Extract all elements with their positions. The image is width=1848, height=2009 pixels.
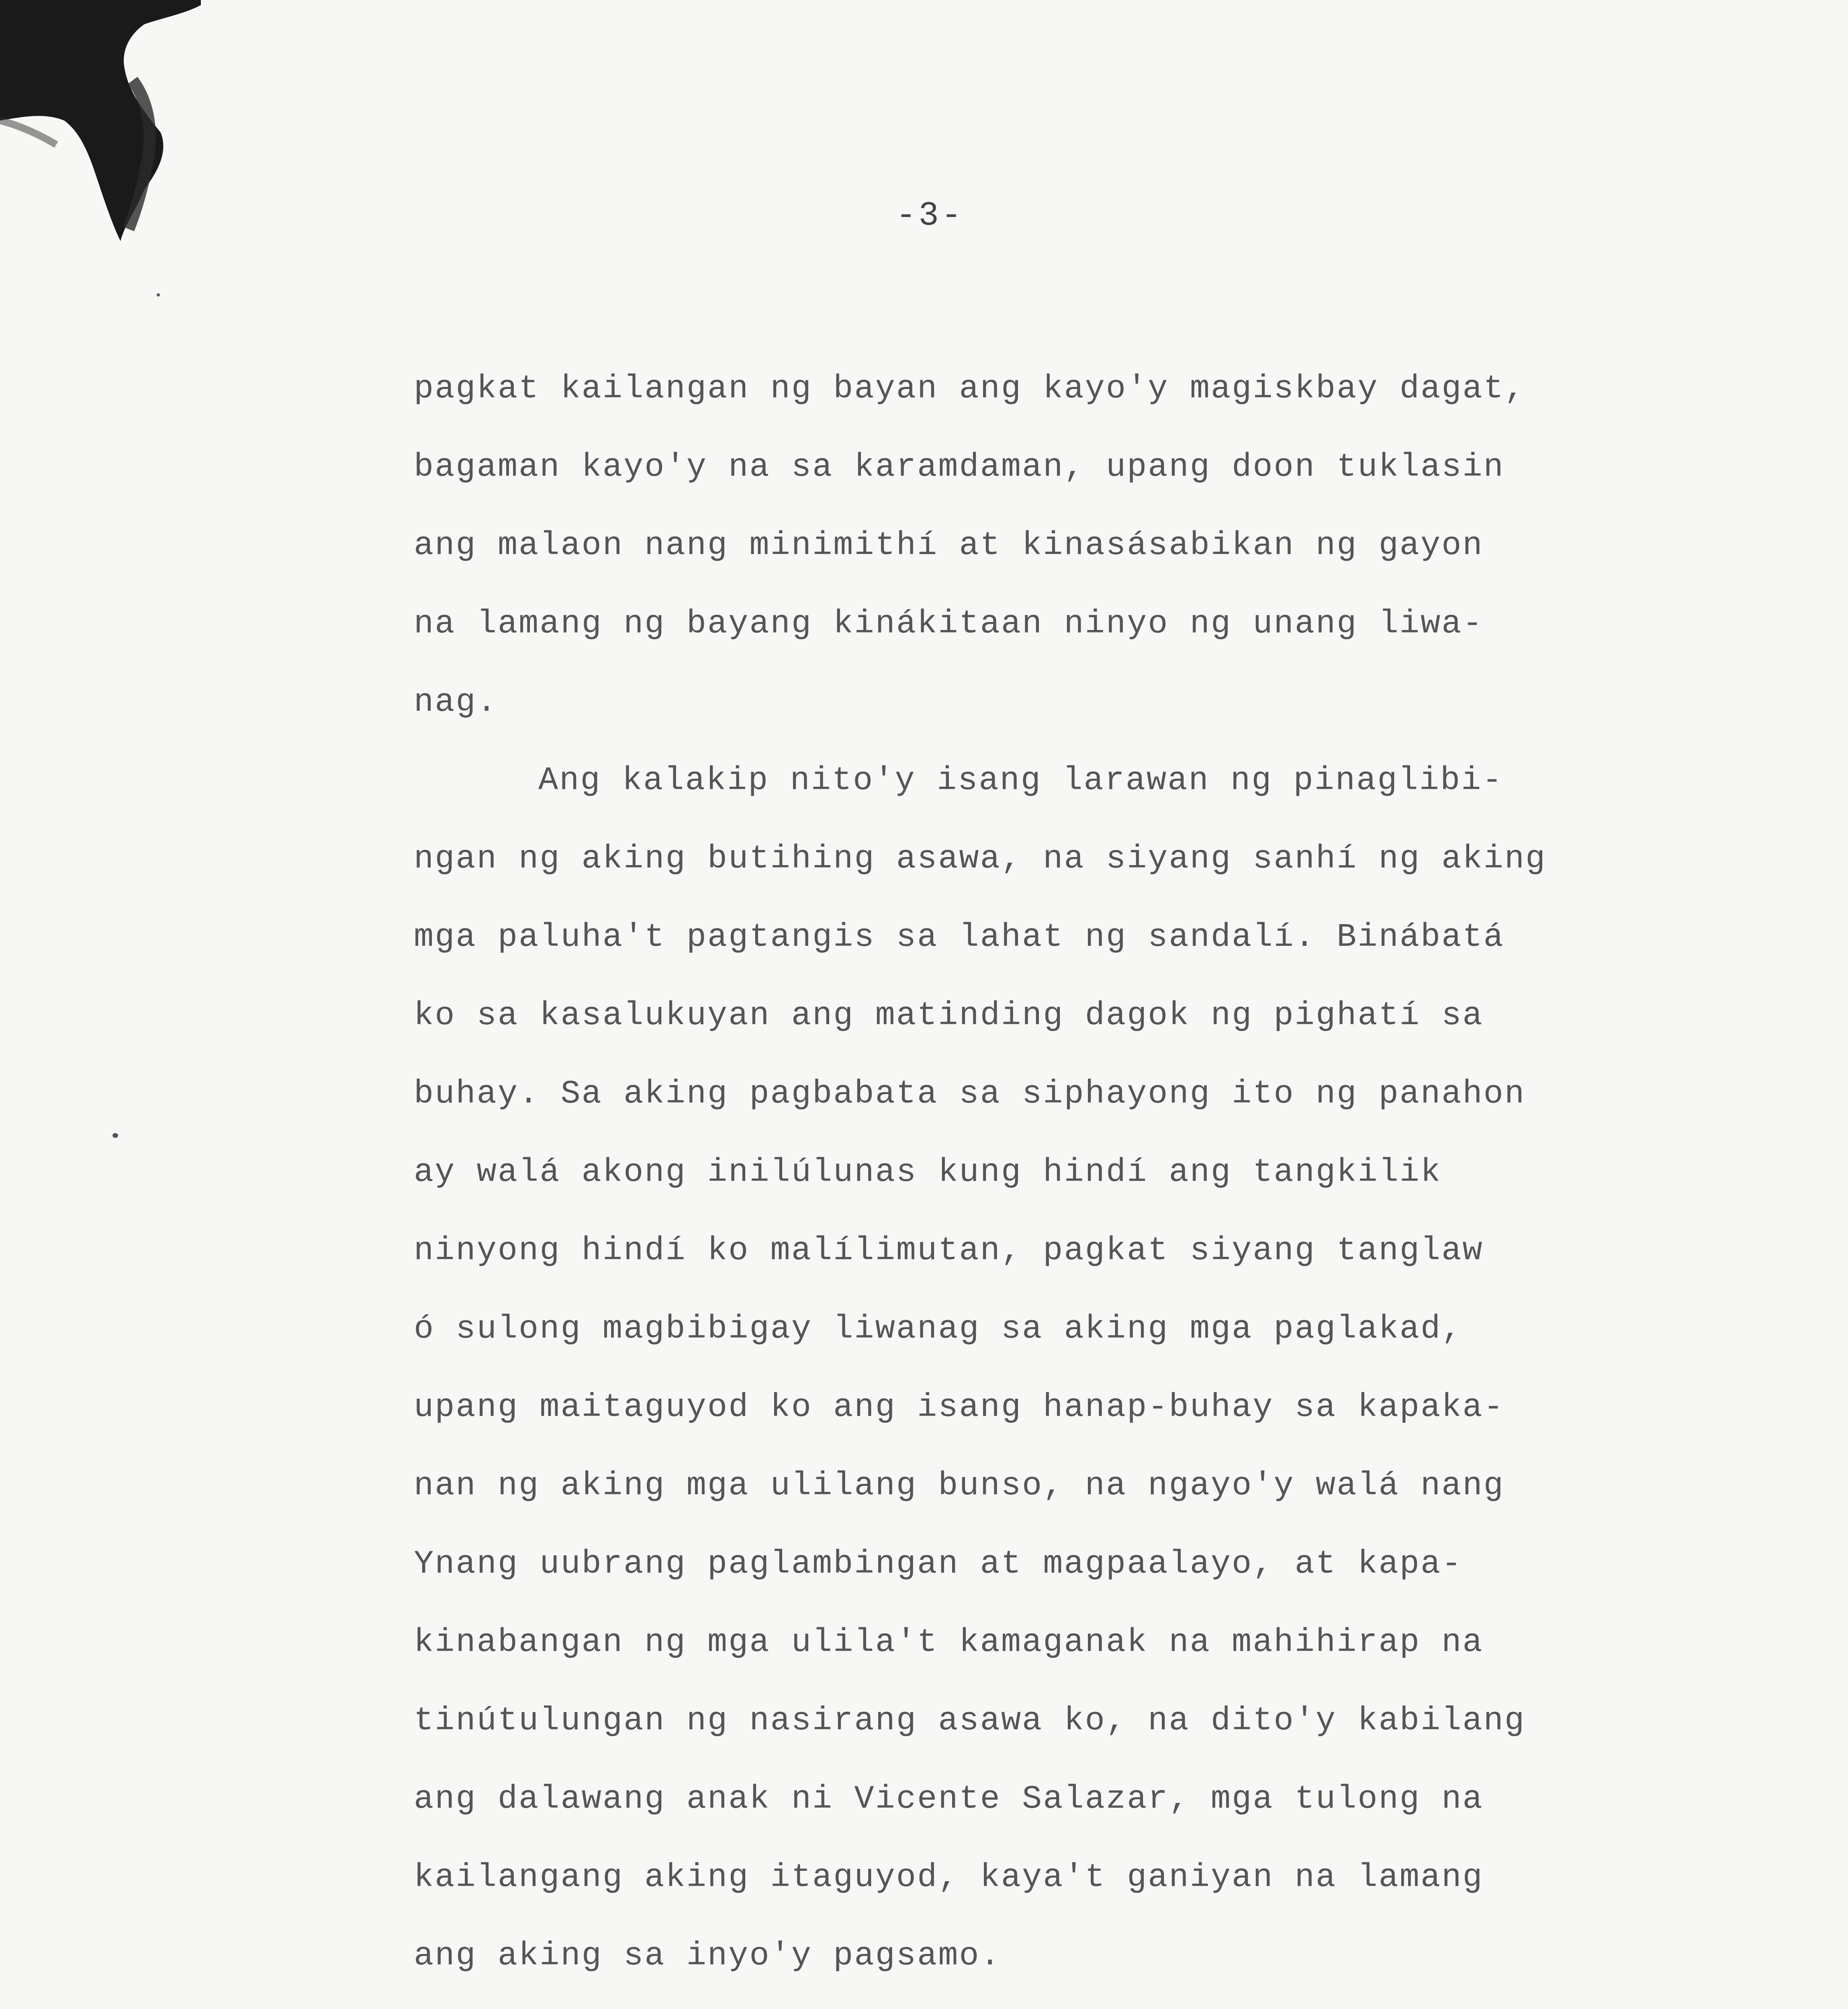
paper-speck bbox=[157, 293, 160, 297]
paragraph-start-line: Ang kalakip nito'y isang larawan ng pinaglibi- bbox=[538, 762, 1503, 799]
text-line: pagkat kailangan ng bayan ang kayo'y magiskbay dagat, bbox=[414, 370, 1526, 407]
text-line: bagaman kayo'y na sa karamdaman, upang doon tuklasin bbox=[414, 448, 1505, 486]
paragraph-start-line bbox=[414, 1995, 1699, 2009]
text-line: ngan ng aking butihing asawa, na siyang sanhí ng aking bbox=[414, 840, 1547, 878]
text-line: ó sulong magbibigay liwanag sa aking mga paglakad, bbox=[414, 1310, 1463, 1348]
text-line: tinútulungan ng nasirang asawa ko, na dito'y kabilang bbox=[414, 1702, 1526, 1739]
paper-speck bbox=[112, 1133, 118, 1138]
ink-stain-mark bbox=[0, 0, 201, 241]
text-line: kailangang aking itaguyod, kaya't ganiyan na lamang bbox=[414, 1859, 1484, 1896]
text-line: nan ng aking mga ulilang bunso, na ngayo'y walá nang bbox=[414, 1467, 1505, 1504]
text-line: buhay. Sa aking pagbabata sa siphayong ito ng panahon bbox=[414, 1075, 1526, 1113]
text-line: ninyong hindí ko malílimutan, pagkat siyang tanglaw bbox=[414, 1232, 1484, 1269]
text-line: mga paluha't pagtangis sa lahat ng sandalí. Binábatá bbox=[414, 919, 1505, 956]
text-line: Ynang uubrang paglambingan at magpaalayo, at kapa- bbox=[414, 1545, 1463, 1583]
letter-body bbox=[414, 350, 1699, 2009]
text-line: ang dalawang anak ni Vicente Salazar, mga tulong na bbox=[414, 1780, 1484, 1818]
text-line: ko sa kasalukuyan ang matinding dagok ng pighatí sa bbox=[414, 997, 1484, 1034]
text-line: nag. bbox=[414, 683, 498, 721]
text-line: ang malaon nang minimithí at kinasásabikan ng gayon bbox=[414, 527, 1484, 564]
text-line: ay walá akong inilúlunas kung hindí ang tangkilik bbox=[414, 1154, 1442, 1191]
text-line: kinabangan ng mga ulila't kamaganak na mahihirap na bbox=[414, 1624, 1484, 1661]
text-line: ang aking sa inyo'y pagsamo. bbox=[414, 1937, 1001, 1974]
page-number: -3- bbox=[896, 197, 964, 235]
text-line: na lamang ng bayang kinákitaan ninyo ng unang liwa- bbox=[414, 605, 1484, 642]
text-line: upang maitaguyod ko ang isang hanap-buhay sa kapaka- bbox=[414, 1389, 1505, 1426]
